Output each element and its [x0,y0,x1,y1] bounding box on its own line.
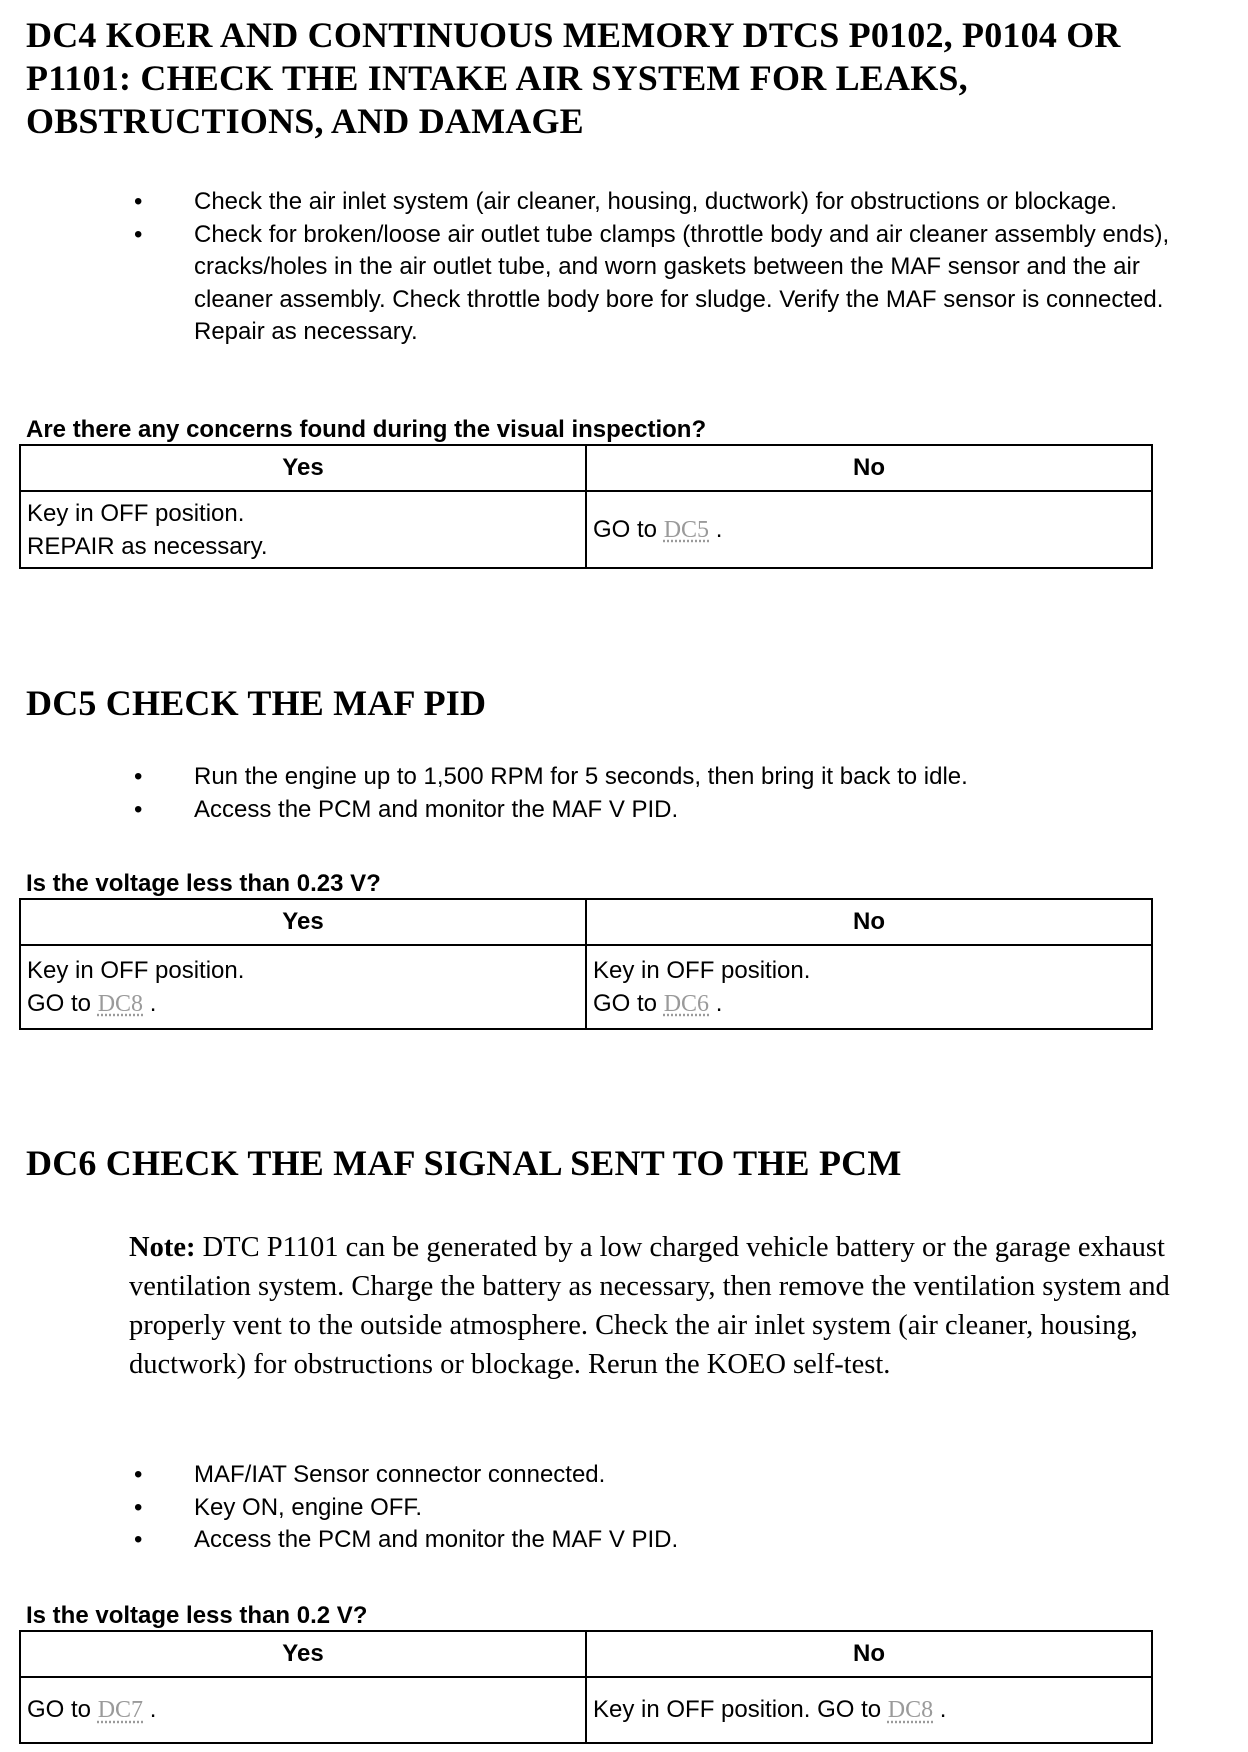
dc4-bullet-list-wrapper [26,186,1216,349]
dc4-question-wrapper [26,416,1216,444]
dc5-decision-table [19,898,1153,1030]
link-dc8[interactable]: DC8 [887,1697,934,1723]
list-item: • Check the air inlet system (air cleaner, housing, ductwork) for obstructions or blockage. [194,186,1216,219]
dc6-question-wrapper [26,1602,1216,1630]
list-item: • Check for broken/loose air outlet tube clamps (throttle body and air cleaner assembly ends), cracks/holes in the air outlet tube, and worn gaskets between the MAF sensor and the air cleaner assembly. Check throttle body bore for sludge. Verify the MAF sensor is connected. Repair as necessary. [194,219,1216,349]
go-to-text: Key in OFF position. GO to [593,1696,882,1723]
period: . [149,1696,157,1723]
dc4-decision-table [19,444,1153,569]
no-header: No [586,445,1152,491]
no-header: No [586,1631,1152,1677]
section-heading-dc5: DC5 CHECK THE MAF PID [26,683,487,723]
go-to-text: GO to [27,1696,92,1723]
table-header-row [20,1631,1152,1677]
list-item: • MAF/IAT Sensor connector connected. [194,1459,1216,1492]
yes-header: Yes [20,899,586,945]
go-to-text: GO to [27,989,92,1017]
yes-header: Yes [20,1631,586,1677]
dc5-question-wrapper [26,870,1216,898]
dc4-question: Are there any concerns found during the visual inspection? [26,416,707,443]
list-item: • Access the PCM and monitor the MAF V PID. [194,1524,1216,1557]
no-cell [586,945,1152,1029]
section-dc6 [26,1142,1216,1185]
dc5-bullet-list-wrapper [26,761,1216,826]
dc6-bullet-list-wrapper [26,1459,1216,1557]
table-header-row [20,899,1152,945]
dc5-table-wrapper [26,898,1216,1030]
dc6-bullet-list [26,1459,1216,1557]
section-heading-dc6: DC6 CHECK THE MAF SIGNAL SENT TO THE PCM [26,1143,902,1183]
go-to-text: GO to [593,515,658,543]
note-label: Note: [129,1232,196,1263]
period: . [715,515,723,543]
link-dc8[interactable]: DC8 [97,990,144,1017]
yes-cell [20,945,586,1029]
yes-header: Yes [20,445,586,491]
dc4-bullet-list [26,186,1216,349]
no-cell [586,1677,1152,1743]
yes-cell-line: Key in OFF position. [27,956,245,984]
section-dc4 [26,14,1216,143]
dc6-note-wrapper [26,1228,1216,1384]
list-item: • Run the engine up to 1,500 RPM for 5 seconds, then bring it back to idle. [194,761,1216,794]
yes-cell [20,491,586,568]
link-dc6[interactable]: DC6 [663,990,710,1017]
section-heading-dc4: DC4 KOER AND CONTINUOUS MEMORY DTCS P0102, P0104 OR P1101: CHECK THE INTAKE AIR SYSTEM FOR LEAKS, OBSTRUCTIONS, AND DAMAGE [26,15,1121,141]
table-row [20,1677,1152,1743]
yes-cell-line: REPAIR as necessary. [27,532,268,560]
dc5-question: Is the voltage less than 0.23 V? [26,870,381,897]
dc6-table-wrapper [26,1630,1216,1744]
period: . [149,989,157,1017]
no-cell [586,491,1152,568]
no-cell-line: Key in OFF position. [593,956,811,984]
dc4-table-wrapper [26,444,1216,569]
no-header: No [586,899,1152,945]
link-dc5[interactable]: DC5 [663,516,710,543]
dc6-decision-table [19,1630,1153,1744]
dc6-question: Is the voltage less than 0.2 V? [26,1602,368,1629]
list-item: • Access the PCM and monitor the MAF V PID. [194,794,1216,827]
link-dc7[interactable]: DC7 [97,1697,144,1723]
period: . [939,1696,947,1723]
yes-cell-line: Key in OFF position. [27,499,245,527]
table-row [20,491,1152,568]
period: . [715,989,723,1017]
dc5-bullet-list [26,761,1216,826]
table-row [20,945,1152,1029]
dc6-note [26,1228,1216,1384]
section-dc5 [26,682,1216,725]
note-text: DTC P1101 can be generated by a low charged vehicle battery or the garage exhaust ventilation system. Charge the battery as necessary, then remove the ventilation system and properly vent to the outside atmosphere. Check the air inlet system (air cleaner, housing, ductwork) for obstructions or blockage. Rerun the KOEO self-test. [129,1232,1170,1380]
yes-cell [20,1677,586,1743]
table-header-row [20,445,1152,491]
list-item: • Key ON, engine OFF. [194,1492,1216,1525]
go-to-text: GO to [593,989,658,1017]
